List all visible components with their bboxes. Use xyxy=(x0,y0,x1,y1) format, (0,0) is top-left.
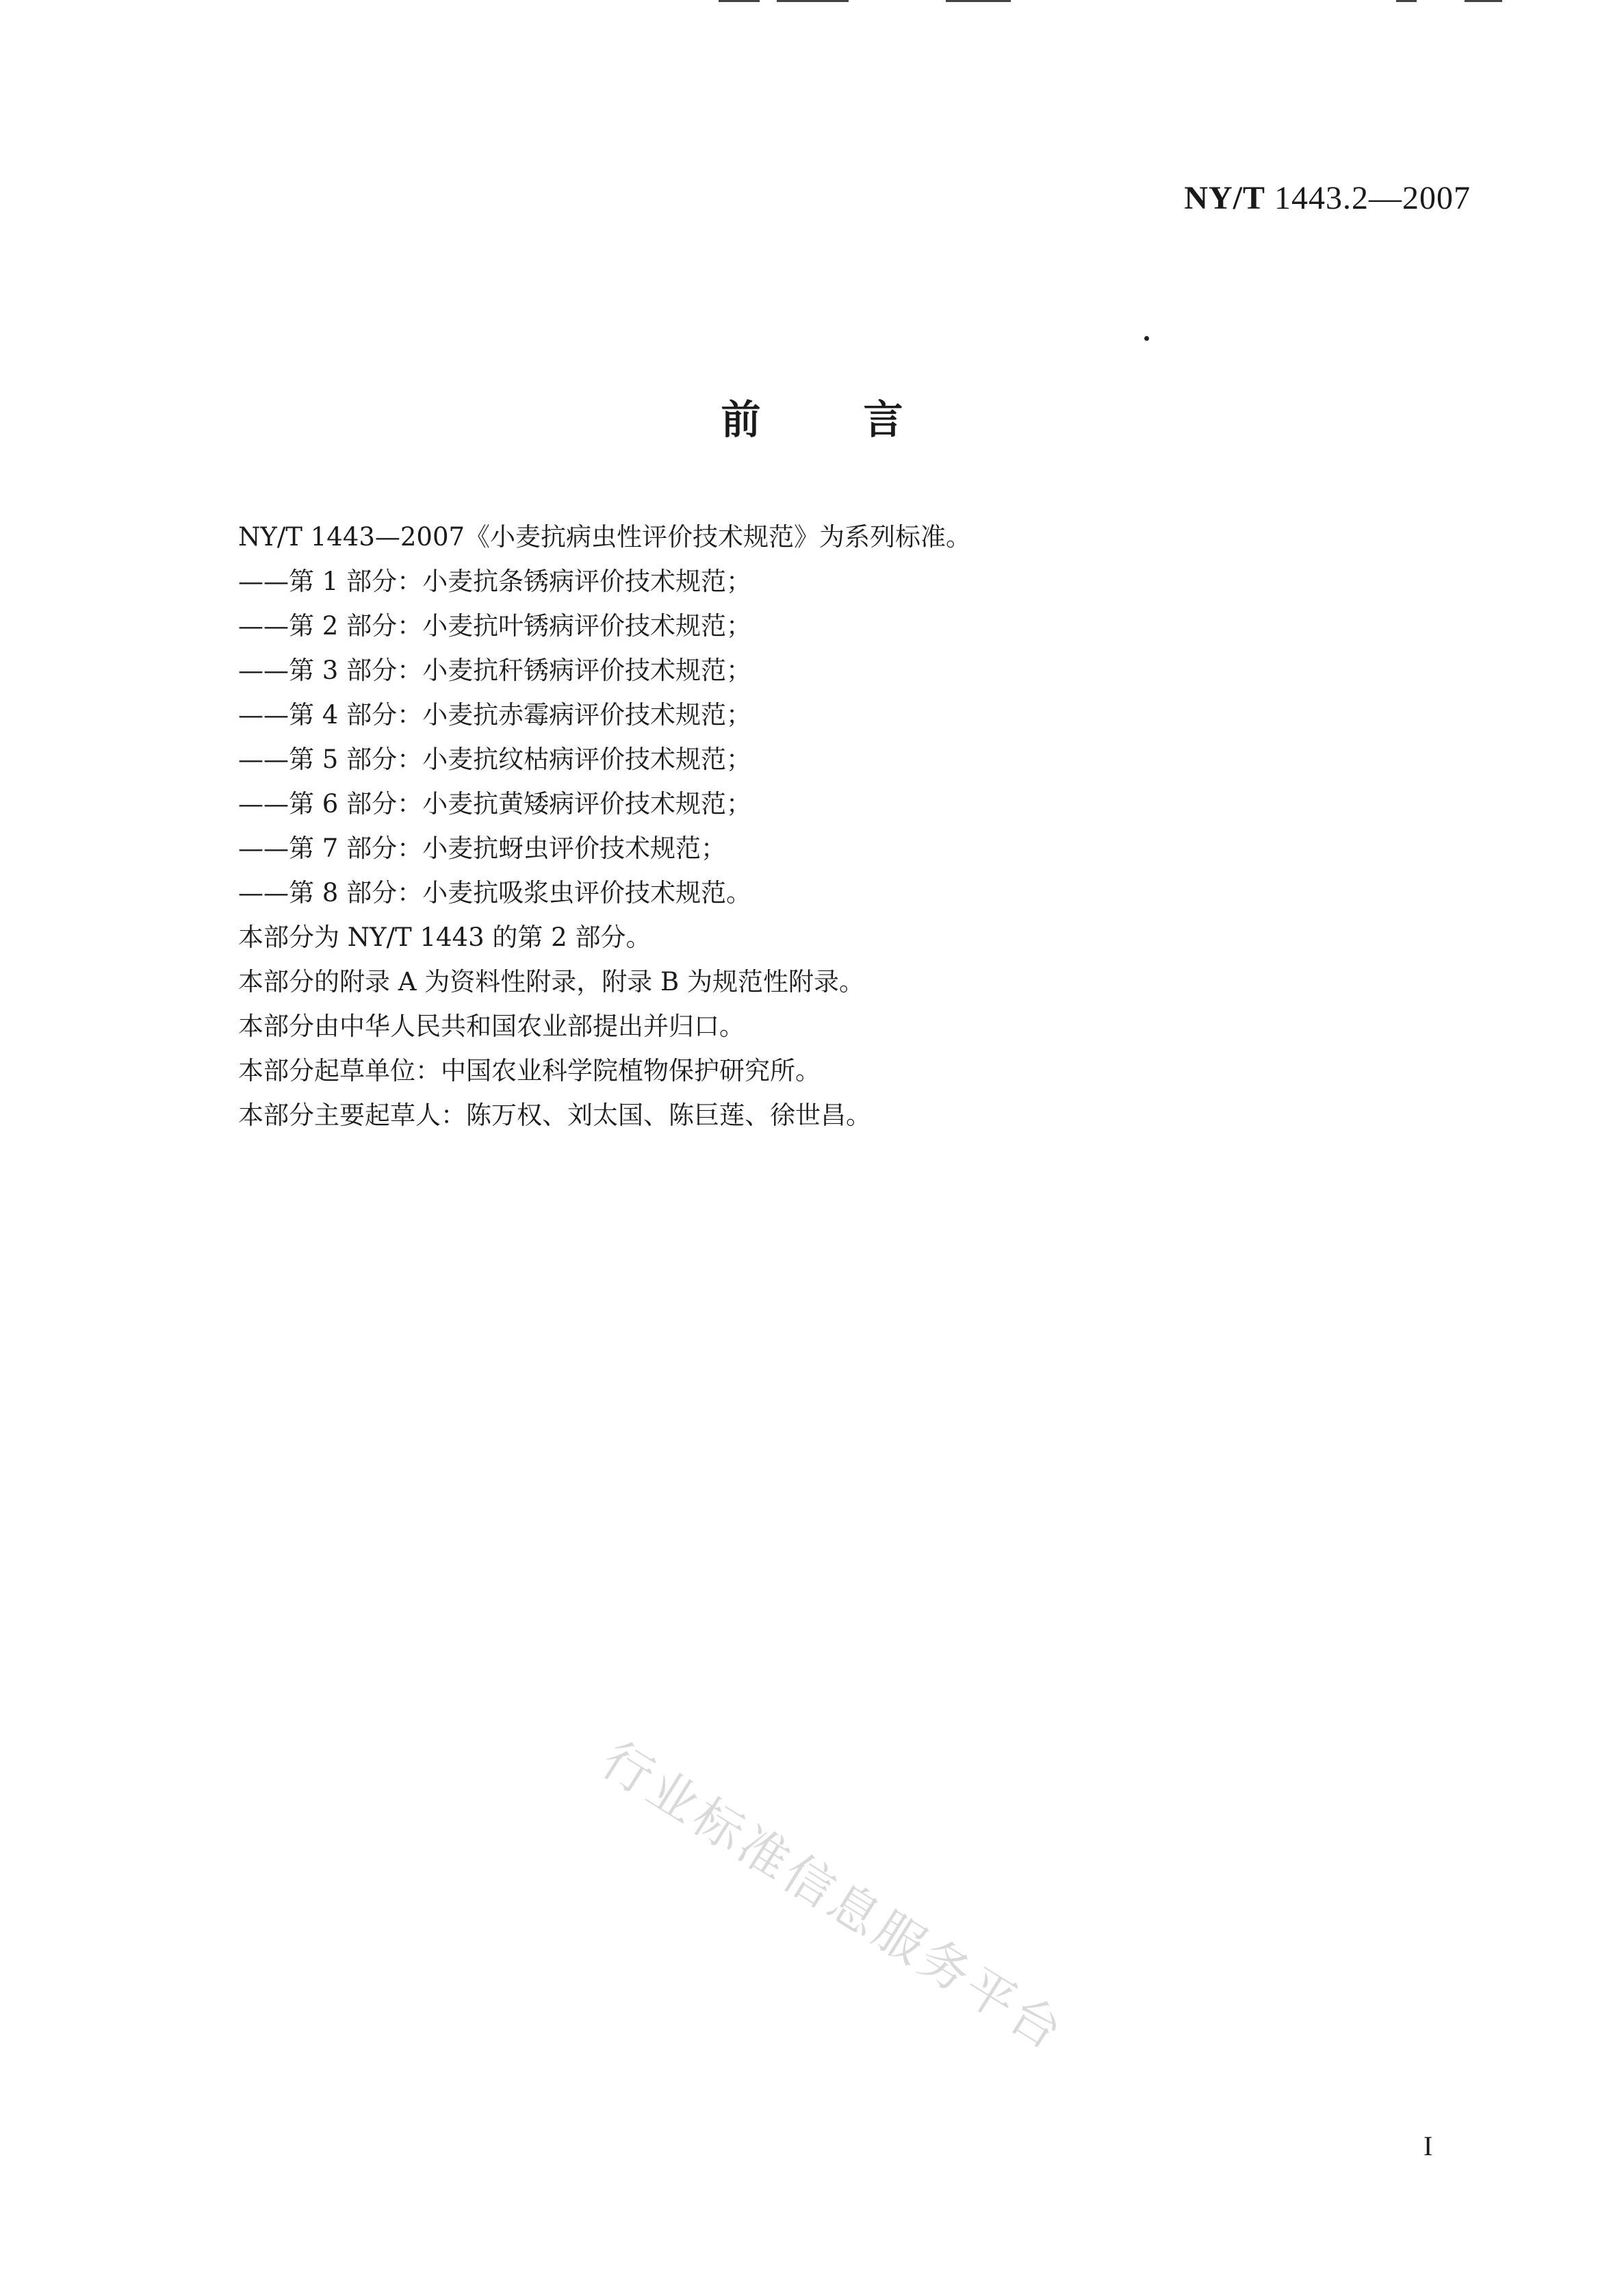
standard-code-number: 1443.2—2007 xyxy=(1274,180,1471,216)
foreword-line: ——第 5 部分：小麦抗纹枯病评价技术规范； xyxy=(238,745,752,774)
scan-mark xyxy=(777,0,849,2)
foreword-line: 本部分起草单位：中国农业科学院植物保护研究所。 xyxy=(238,1056,821,1085)
title-char-1: 前 xyxy=(721,396,761,443)
foreword-line: 本部分的附录 A 为资料性附录，附录 B 为规范性附录。 xyxy=(238,967,864,996)
scan-mark xyxy=(719,0,760,2)
page-number: I xyxy=(1423,2131,1433,2161)
foreword-line: ——第 7 部分：小麦抗蚜虫评价技术规范； xyxy=(238,834,727,863)
standard-code xyxy=(1184,179,1471,217)
foreword-line: 本部分为 NY/T 1443 的第 2 部分。 xyxy=(238,923,652,952)
foreword-line: ——第 2 部分：小麦抗叶锈病评价技术规范； xyxy=(238,611,752,641)
scan-mark xyxy=(1396,0,1417,2)
standard-code-prefix: NY/T xyxy=(1184,180,1265,216)
foreword-body xyxy=(238,515,1402,1137)
foreword-line: ——第 3 部分：小麦抗秆锈病评价技术规范； xyxy=(238,656,752,685)
page-title xyxy=(0,387,1624,445)
scan-dot xyxy=(1144,336,1149,341)
scan-mark xyxy=(1465,0,1502,2)
foreword-line: ——第 6 部分：小麦抗黄矮病评价技术规范； xyxy=(238,789,752,819)
foreword-line: ——第 1 部分：小麦抗条锈病评价技术规范； xyxy=(238,567,752,596)
foreword-line: 本部分主要起草人：陈万权、刘太国、陈巨莲、徐世昌。 xyxy=(238,1101,871,1130)
scan-mark xyxy=(946,0,1011,2)
foreword-line: 本部分由中华人民共和国农业部提出并归口。 xyxy=(238,1012,745,1041)
watermark: 行业标准信息服务平台 xyxy=(592,1730,1076,2063)
title-char-2: 言 xyxy=(863,396,903,443)
foreword-line: ——第 4 部分：小麦抗赤霉病评价技术规范； xyxy=(238,700,752,730)
foreword-line: NY/T 1443—2007《小麦抗病虫性评价技术规范》为系列标准。 xyxy=(238,522,972,552)
foreword-line: ——第 8 部分：小麦抗吸浆虫评价技术规范。 xyxy=(238,878,752,908)
